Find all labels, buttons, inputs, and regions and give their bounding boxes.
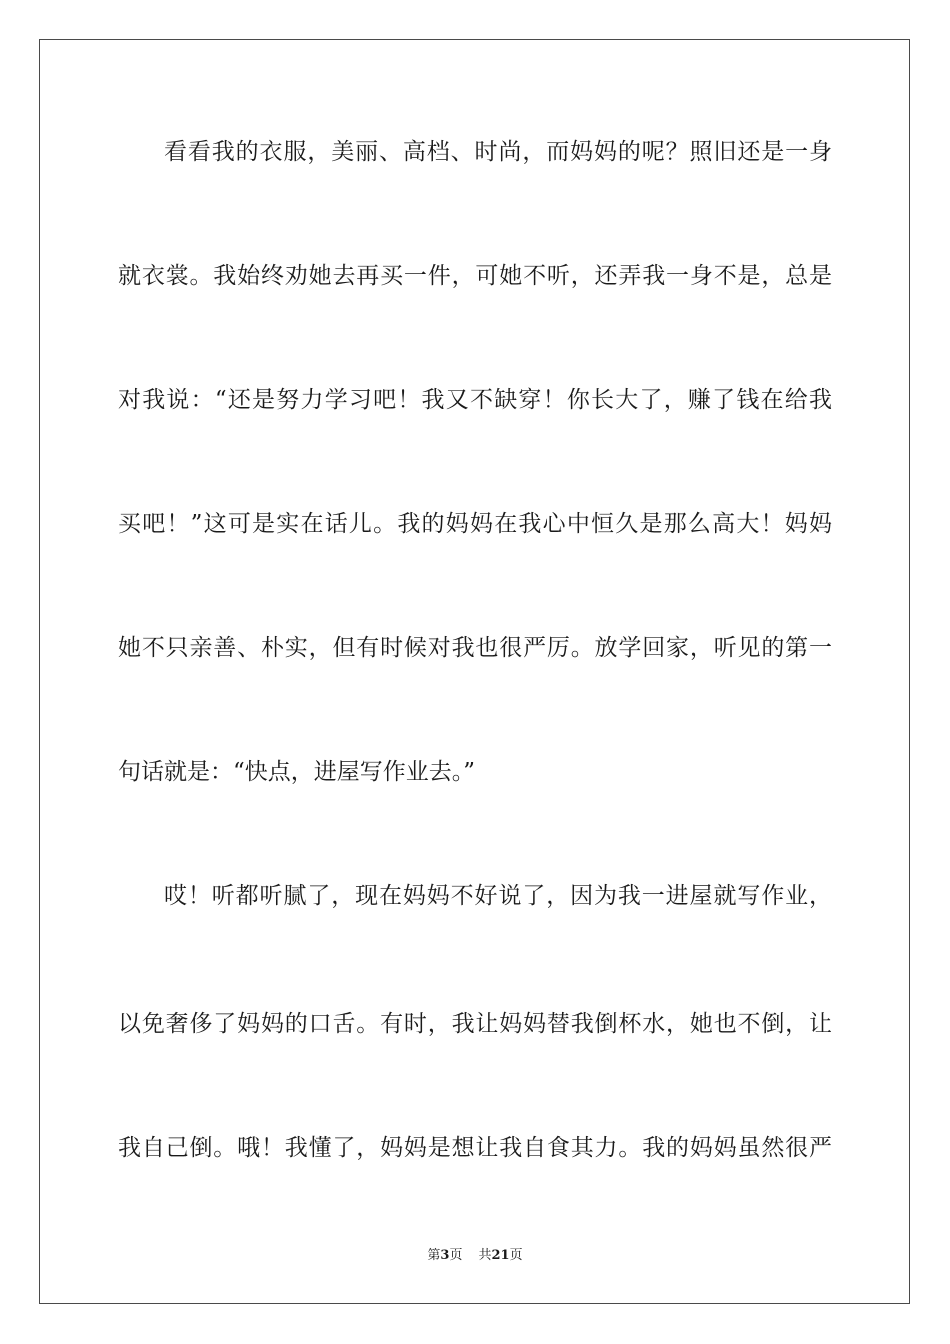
paragraph-line: 句话就是：“快点，进屋写作业去。”	[118, 759, 476, 785]
total-pages: 21	[491, 1248, 510, 1263]
total-suffix: 页	[509, 1248, 523, 1263]
paragraph-line: 买吧！”这可是实在话儿。我的妈妈在我心中恒久是那么高大！妈妈	[118, 511, 832, 537]
page-footer	[0, 1246, 950, 1266]
total-prefix: 共	[478, 1248, 492, 1263]
page-prefix: 第	[427, 1248, 441, 1263]
page-suffix: 页	[449, 1248, 463, 1263]
paragraph-line: 看看我的衣服，美丽、高档、时尚，而妈妈的呢？照旧还是一身	[164, 139, 832, 165]
paragraph-line: 我自己倒。哦！我懂了，妈妈是想让我自食其力。我的妈妈虽然很严	[118, 1135, 832, 1161]
paragraph-line: 她不只亲善、朴实，但有时候对我也很严厉。放学回家，听见的第一	[118, 635, 832, 661]
paragraph-line: 对我说：“还是努力学习吧！我又不缺穿！你长大了，赚了钱在给我	[118, 387, 832, 413]
paragraph-line: 以免奢侈了妈妈的口舌。有时，我让妈妈替我倒杯水，她也不倒，让	[118, 1011, 832, 1037]
page-number: 3	[440, 1248, 450, 1263]
page-border	[39, 39, 910, 1304]
paragraph-line: 哎！听都听腻了，现在妈妈不好说了，因为我一进屋就写作业，	[164, 883, 832, 909]
paragraph-line: 就衣裳。我始终劝她去再买一件，可她不听，还弄我一身不是，总是	[118, 263, 832, 289]
